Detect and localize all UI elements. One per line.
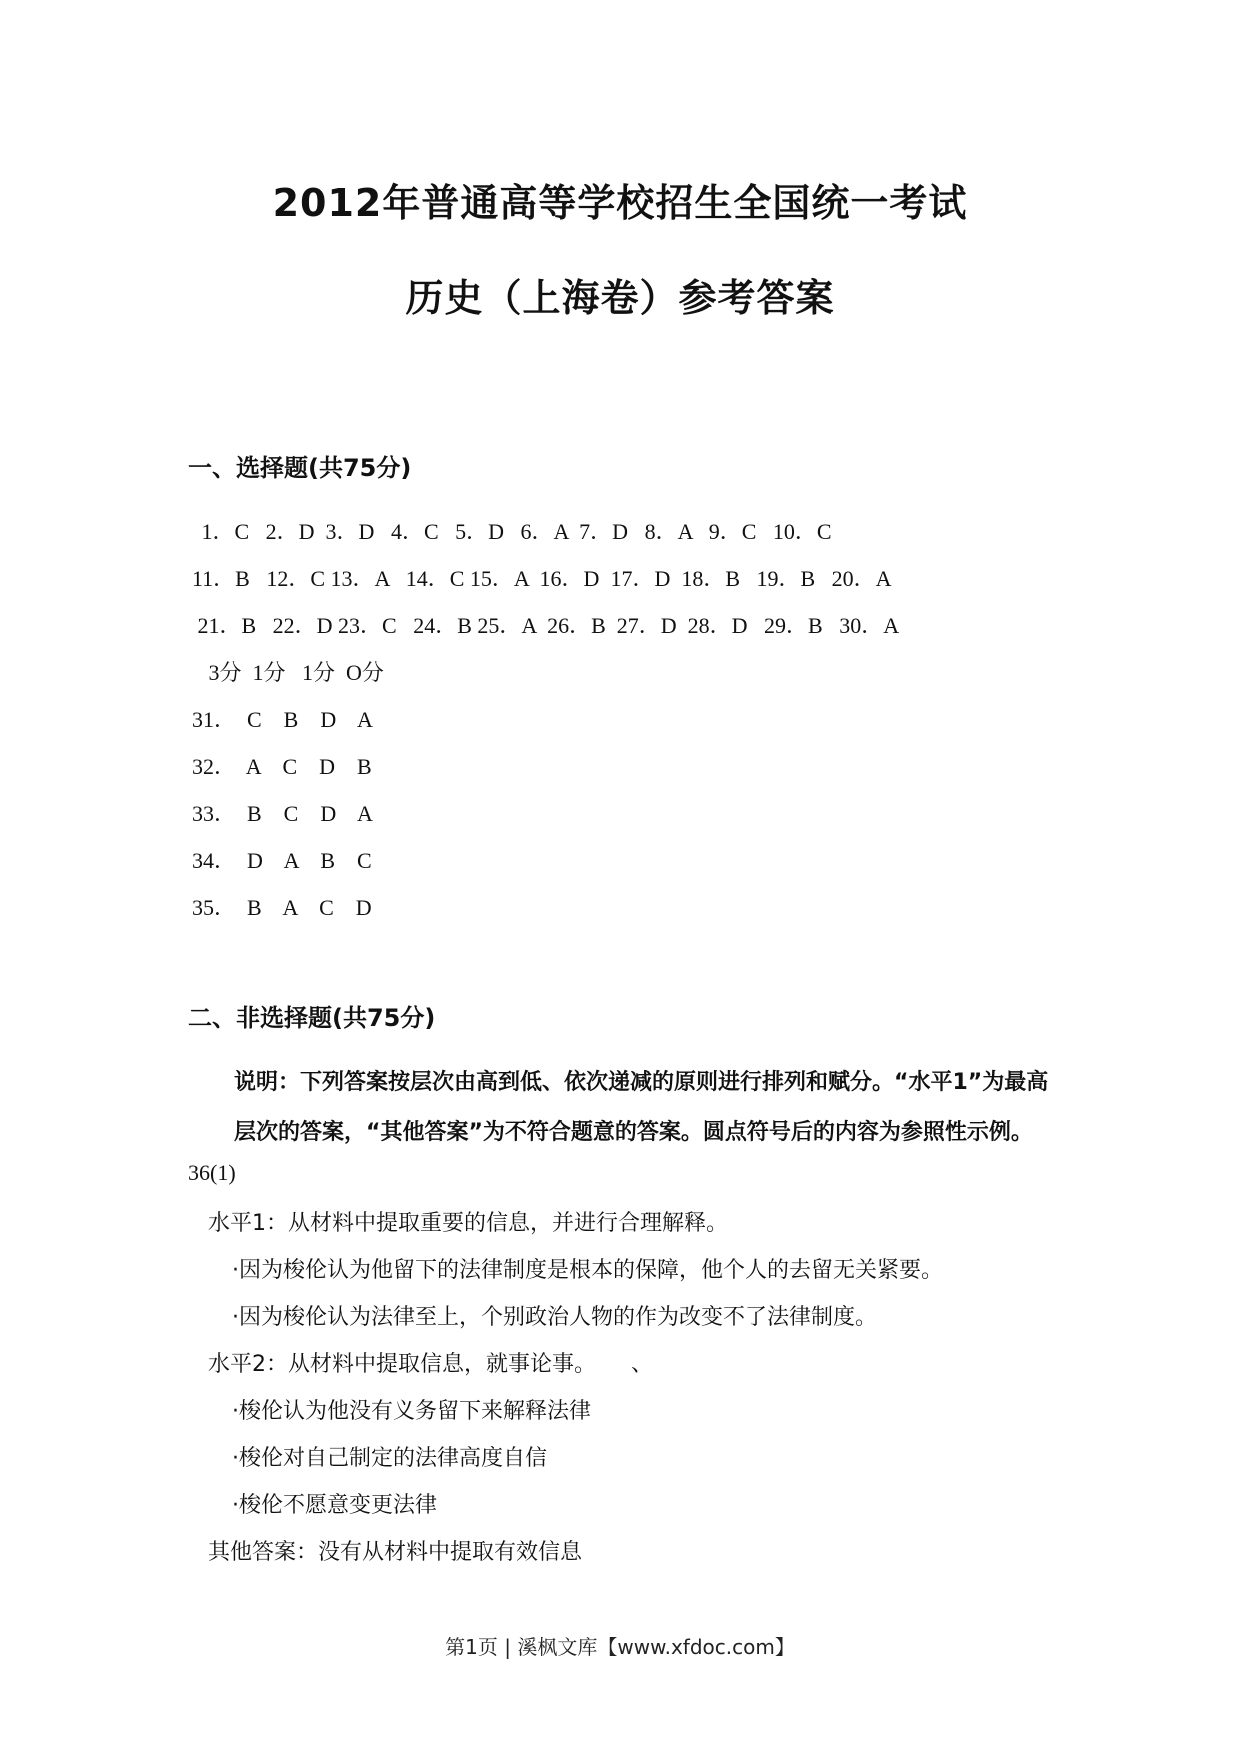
- document-title: 2012年普通高等学校招生全国统一考试: [272, 181, 968, 225]
- level-1-criterion: 水平1：从材料中提取重要的信息，并进行合理解释。: [208, 1211, 728, 1236]
- multi-answer-row-35: 35． B A C D: [192, 895, 372, 920]
- answer-row-3: 21．B 22．D 23．C 24．B 25．A 26．B 27．D 28．D 29．B 30．A: [192, 613, 900, 638]
- page-footer: 第1页 | 溪枫文库【www.xfdoc.com】: [445, 1635, 795, 1659]
- multi-answer-row-31: 31． C B D A: [192, 707, 373, 732]
- section-2-heading: 二、非选择题(共75分): [188, 1004, 436, 1032]
- level-1-example-2: ·因为梭伦认为法律至上，个别政治人物的作为改变不了法律制度。: [232, 1305, 877, 1330]
- section-1-heading: 一、选择题(共75分): [188, 454, 412, 482]
- multi-answer-row-32: 32． A C D B: [192, 754, 372, 779]
- multi-answer-row-34: 34． D A B C: [192, 848, 372, 873]
- score-header: 3分 1分 1分 O分: [192, 660, 384, 685]
- level-2-example-3: ·梭伦不愿意变更法律: [232, 1493, 437, 1518]
- level-2-criterion: 水平2：从材料中提取信息，就事论事。 、: [208, 1352, 653, 1377]
- level-2-example-1: ·梭伦认为他没有义务留下来解释法律: [232, 1399, 591, 1424]
- answer-row-1: 1．C 2．D 3．D 4．C 5．D 6．A 7．D 8．A 9．C 10．C: [196, 519, 832, 544]
- answer-row-2: 11．B 12．C 13．A 14．C 15．A 16．D 17．D 18．B 19．B 20．A: [192, 566, 892, 591]
- multi-answer-row-33: 33． B C D A: [192, 801, 373, 826]
- question-label: 36(1): [188, 1160, 236, 1185]
- level-1-example-1: ·因为梭伦认为他留下的法律制度是根本的保障，他个人的去留无关紧要。: [232, 1258, 943, 1283]
- level-2-example-2: ·梭伦对自己制定的法律高度自信: [232, 1446, 547, 1471]
- other-answers: 其他答案：没有从材料中提取有效信息: [208, 1540, 583, 1565]
- scoring-note: 说明：下列答案按层次由高到低、依次递减的原则进行排列和赋分。“水平1”为最高层次的答案，“其他答案”为不符合题意的答案。圆点符号后的内容为参照性示例。: [234, 1070, 1049, 1145]
- document-subtitle: 历史（上海卷）参考答案: [405, 276, 835, 320]
